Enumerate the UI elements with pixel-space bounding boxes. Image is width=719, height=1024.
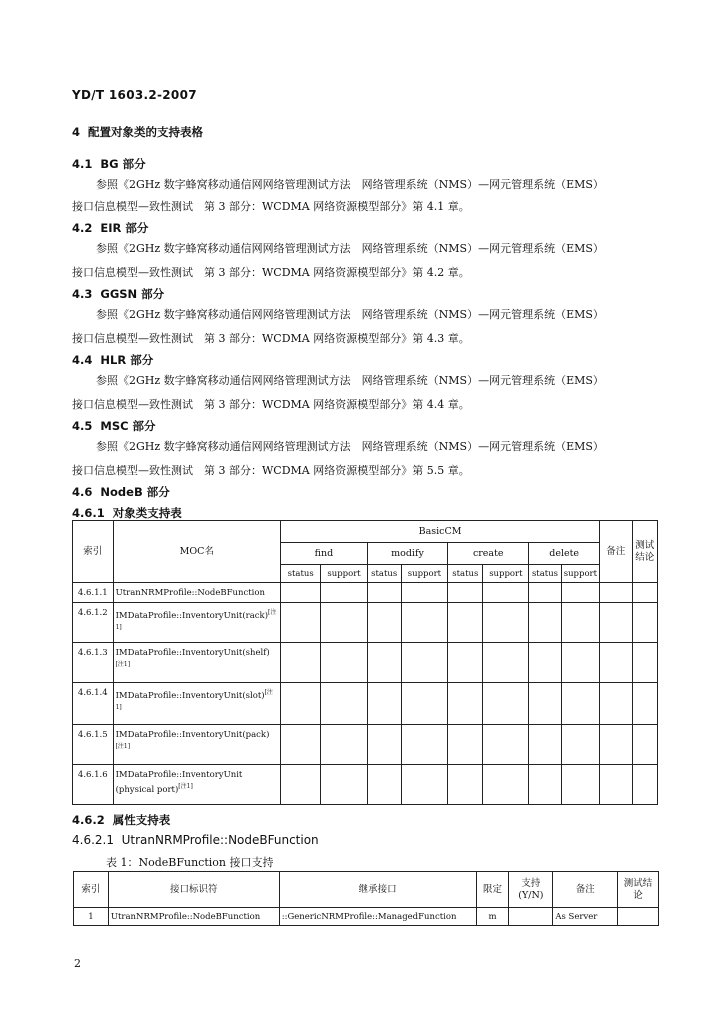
header-support: 支持 xyxy=(521,877,541,889)
section-4-6-2-heading xyxy=(72,812,170,828)
header-support: support xyxy=(483,565,529,583)
section-4-1-text-line1: 参照《2GHz 数字蜂窝移动通信网网络管理测试方法 网络管理系统（NMS）—网元管理系统（EMS） xyxy=(96,178,604,191)
page-number: 2 xyxy=(74,957,81,970)
section-number: 4.1 xyxy=(72,157,93,171)
row-moc: IMDataProfile::InventoryUnit(pack) xyxy=(115,730,270,740)
header-status: status xyxy=(529,565,561,583)
section-title: BG 部分 xyxy=(100,157,146,171)
table-row xyxy=(74,908,659,926)
header-op-create: create xyxy=(448,543,529,565)
section-4-4-heading xyxy=(72,352,153,368)
header-support: support xyxy=(401,565,448,583)
header-status: status xyxy=(367,565,401,583)
row-moc-cell xyxy=(113,603,281,643)
section-4-3-text-line1: 参照《2GHz 数字蜂窝移动通信网网络管理测试方法 网络管理系统（NMS）—网元管理系统（EMS） xyxy=(96,308,604,321)
row-test-result xyxy=(618,908,659,926)
header-test-result: 测试结论 xyxy=(632,521,657,583)
header-op-modify: modify xyxy=(367,543,447,565)
table-row xyxy=(73,683,658,725)
row-moc: IMDataProfile::InventoryUnit(slot) xyxy=(115,690,265,701)
section-4-2-text-line2: 接口信息模型—致性测试 第 3 部分：WCDMA 网络资源模型部分》第 4.2 章。 xyxy=(72,266,470,279)
section-title: 对象类支持表 xyxy=(112,506,182,520)
row-note-ref: [注1] xyxy=(115,661,131,668)
row-moc-cell xyxy=(113,765,281,805)
header-note: 备注 xyxy=(553,872,618,908)
row-moc: IMDataProfile::InventoryUnit xyxy=(115,770,243,780)
section-number: 4.6.1 xyxy=(72,506,105,520)
row-note-ref: [注1] xyxy=(115,743,131,750)
row-index: 4.6.1.1 xyxy=(73,583,114,603)
row-moc-cell xyxy=(113,725,281,765)
row-moc: IMDataProfile::InventoryUnit(rack) xyxy=(115,610,269,621)
row-index: 4.6.1.3 xyxy=(73,643,114,683)
table-row xyxy=(73,765,658,805)
header-status: status xyxy=(281,565,321,583)
row-index: 4.6.1.5 xyxy=(73,725,114,765)
header-index: 索引 xyxy=(73,521,114,583)
header-inherited-interface: 继承接口 xyxy=(279,872,476,908)
moc-support-table xyxy=(72,520,658,805)
table-row xyxy=(73,583,658,603)
section-4-3-text-line2: 接口信息模型—致性测试 第 3 部分：WCDMA 网络资源模型部分》第 4.3 章。 xyxy=(72,332,470,345)
row-support xyxy=(509,908,553,926)
section-4-5-text-line1: 参照《2GHz 数字蜂窝移动通信网网络管理测试方法 网络管理系统（NMS）—网元管理系统（EMS） xyxy=(96,440,604,453)
section-title: MSC 部分 xyxy=(100,419,156,433)
row-note-ref: [注1] xyxy=(115,609,277,631)
section-4-4-text-line1: 参照《2GHz 数字蜂窝移动通信网网络管理测试方法 网络管理系统（NMS）—网元管理系统（EMS） xyxy=(96,374,604,387)
section-4-2-text-line1: 参照《2GHz 数字蜂窝移动通信网网络管理测试方法 网络管理系统（NMS）—网元管理系统（EMS） xyxy=(96,242,604,255)
header-yn: (Y/N) xyxy=(518,889,544,901)
row-moc: IMDataProfile::InventoryUnit(shelf) xyxy=(115,648,270,658)
row-note-ref: [注1] xyxy=(178,783,193,790)
row-moc-cell xyxy=(113,683,281,725)
table-row xyxy=(73,643,658,683)
section-4-1-text-line2: 接口信息模型—致性测试 第 3 部分：WCDMA 网络资源模型部分》第 4.1 章。 xyxy=(72,200,470,213)
header-op-find: find xyxy=(281,543,368,565)
row-moc-line2: (physical port) xyxy=(115,784,179,795)
row-index: 4.6.1.6 xyxy=(73,765,114,805)
row-note: As Server xyxy=(553,908,618,926)
row-moc: UtranNRMProfile::NodeBFunction xyxy=(113,583,281,603)
section-title: UtranNRMProfile::NodeBFunction xyxy=(121,833,319,847)
section-number: 4.5 xyxy=(72,419,93,433)
table-row xyxy=(73,725,658,765)
row-note-ref: [注1] xyxy=(115,689,273,711)
section-title: GGSN 部分 xyxy=(100,287,165,301)
header-note: 备注 xyxy=(600,521,632,583)
section-number: 4.2 xyxy=(72,221,93,235)
row-index: 1 xyxy=(74,908,109,926)
section-title: EIR 部分 xyxy=(100,221,149,235)
section-number: 4.3 xyxy=(72,287,93,301)
header-moc-name: MOC名 xyxy=(113,521,281,583)
section-4-2-heading xyxy=(72,220,148,236)
interface-support-table xyxy=(73,871,659,926)
section-4-4-text-line2: 接口信息模型—致性测试 第 3 部分：WCDMA 网络资源模型部分》第 4.4 章。 xyxy=(72,398,470,411)
section-number: 4.6.2.1 xyxy=(72,833,114,847)
section-4-6-heading xyxy=(72,484,170,500)
row-inherited-interface: ::GenericNRMProfile::ManagedFunction xyxy=(279,908,476,926)
section-4-5-heading xyxy=(72,418,156,434)
section-title: HLR 部分 xyxy=(100,353,154,367)
section-title: 属性支持表 xyxy=(112,813,171,827)
row-index: 4.6.1.4 xyxy=(73,683,114,725)
section-number: 4 xyxy=(72,125,81,139)
row-qualifier: m xyxy=(476,908,509,926)
header-status: status xyxy=(448,565,483,583)
section-4-6-2-1-heading xyxy=(72,833,319,847)
header-support-cell xyxy=(509,872,553,908)
row-interface-id: UtranNRMProfile::NodeBFunction xyxy=(108,908,279,926)
table-row xyxy=(73,603,658,643)
section-number: 4.4 xyxy=(72,353,93,367)
header-index: 索引 xyxy=(74,872,109,908)
header-interface-id: 接口标识符 xyxy=(108,872,279,908)
document-header: YD/T 1603.2-2007 xyxy=(72,88,197,102)
section-4-5-text-line2: 接口信息模型—致性测试 第 3 部分：WCDMA 网络资源模型部分》第 5.5 章。 xyxy=(72,464,470,477)
section-4-6-1-heading xyxy=(72,505,182,521)
header-test-result: 测试结论 xyxy=(618,872,659,908)
section-number: 4.6 xyxy=(72,485,93,499)
section-number: 4.6.2 xyxy=(72,813,105,827)
row-moc-cell xyxy=(113,643,281,683)
section-4-heading xyxy=(72,124,203,140)
header-qualifier: 限定 xyxy=(476,872,509,908)
row-index: 4.6.1.2 xyxy=(73,603,114,643)
section-title: NodeB 部分 xyxy=(100,485,170,499)
section-4-3-heading xyxy=(72,286,164,302)
section-4-1-heading xyxy=(72,156,146,172)
header-support: support xyxy=(321,565,368,583)
table-caption: 表 1：NodeBFunction 接口支持 xyxy=(106,856,274,869)
section-title: 配置对象类的支持表格 xyxy=(88,125,204,139)
header-support: support xyxy=(561,565,599,583)
header-basiccm: BasicCM xyxy=(281,521,600,543)
header-op-delete: delete xyxy=(529,543,600,565)
